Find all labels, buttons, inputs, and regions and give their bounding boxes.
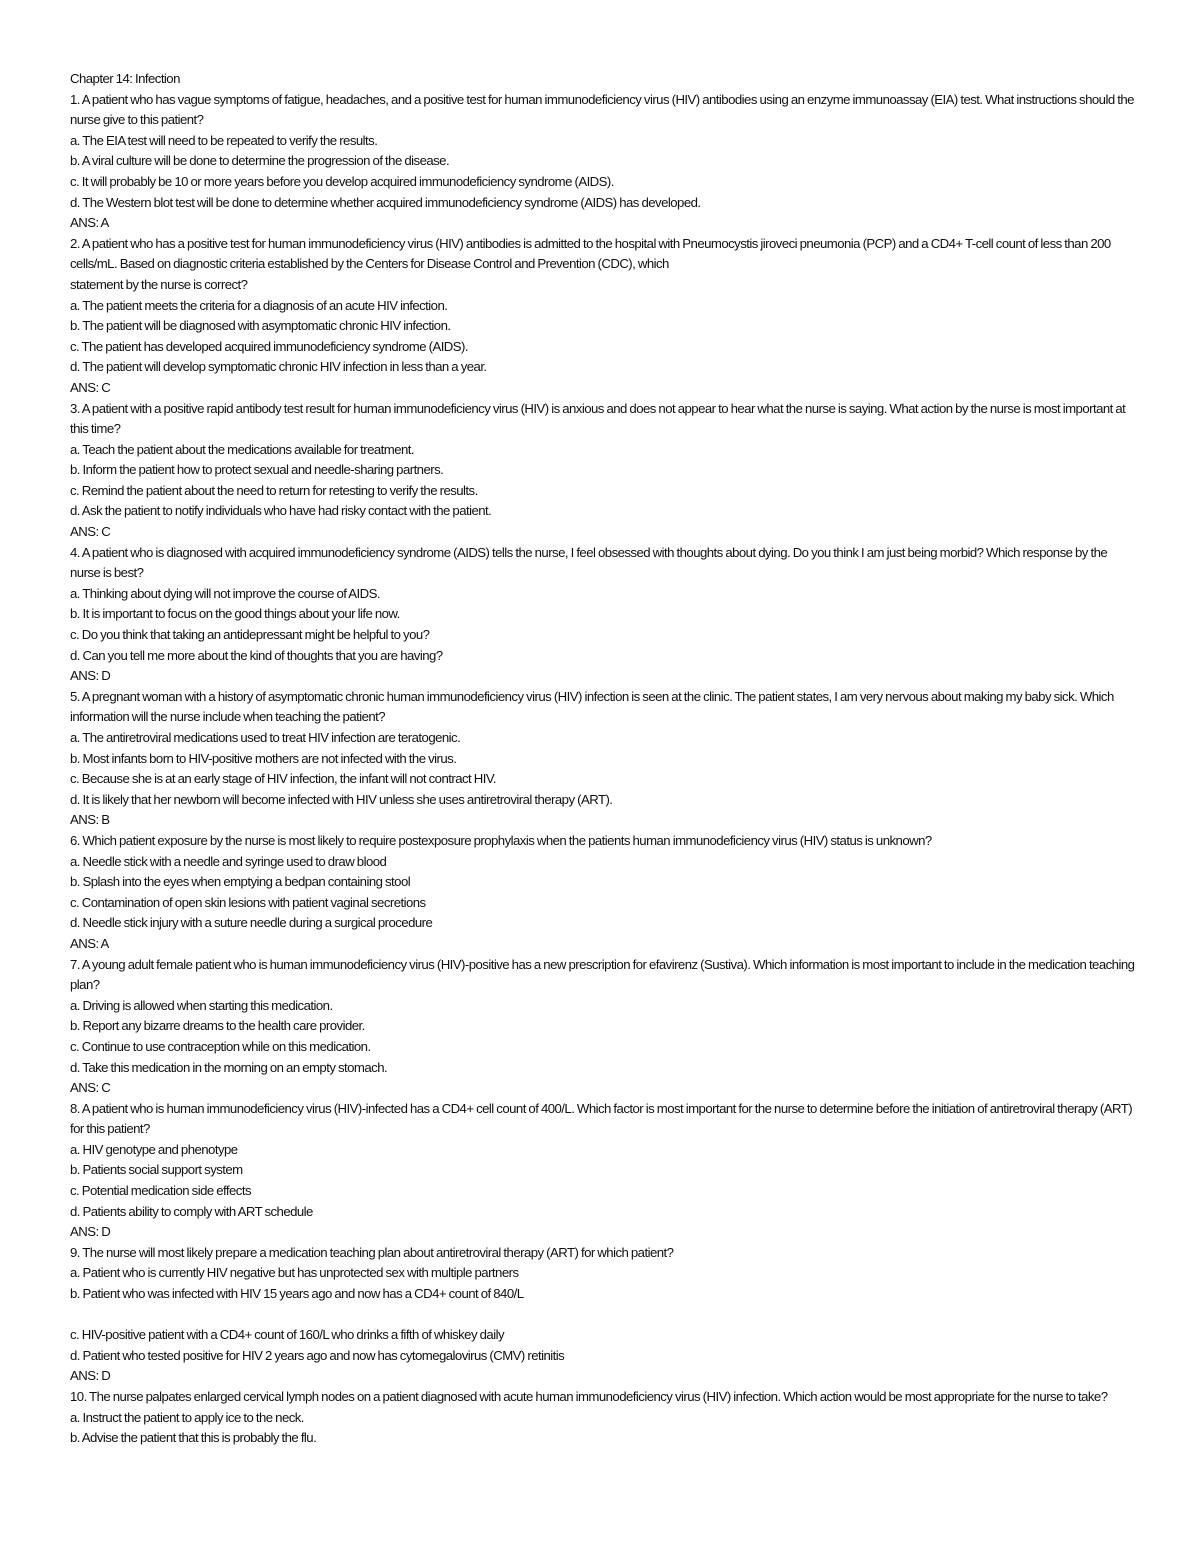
chapter-title: Chapter 14: Infection bbox=[70, 71, 180, 86]
answer-option: b. Most infants born to HIV-positive mothers are not infected with the virus. bbox=[70, 750, 457, 766]
question-stem-continued: statement by the nurse is correct? bbox=[70, 276, 248, 292]
question-stem: 8. A patient who is human immunodeficiency virus (HIV)-infected has a CD4+ cell count of 400/L. Which factor is most important for the nurse to determine before the initiation of antiretroviral therapy (ART) for this patient? bbox=[70, 1100, 1133, 1137]
question-stem: 5. A pregnant woman with a history of asymptomatic chronic human immunodeficiency virus (HIV) infection is seen at the clinic. The patient states, I am very nervous about making my baby sick. Which information will the nurse include when teaching the patient? bbox=[70, 688, 1114, 725]
answer-option: d. The patient will develop symptomatic chronic HIV infection in less than a year. bbox=[70, 359, 487, 375]
answer-option: c. Continue to use contraception while on this medication. bbox=[70, 1038, 371, 1054]
question-stem: 7. A young adult female patient who is human immunodeficiency virus (HIV)-positive has a new prescription for efavirenz (Sustiva). Which information is most important to include in the medication teaching plan? bbox=[70, 956, 1135, 993]
answer-option: b. A viral culture will be done to determine the progression of the disease. bbox=[70, 153, 450, 169]
answer-option: c. It will probably be 10 or more years before you develop acquired immunodeficiency syndrome (AIDS). bbox=[70, 173, 614, 189]
question-stem: 3. A patient with a positive rapid antibody test result for human immunodeficiency virus (HIV) is anxious and does not appear to hear what the nurse is saying. What action by the nurse is most important at this time? bbox=[70, 400, 1126, 437]
answer-option: c. HIV-positive patient with a CD4+ count of 160/L who drinks a fifth of whiskey daily bbox=[70, 1327, 504, 1343]
question-stem: 9. The nurse will most likely prepare a medication teaching plan about antiretroviral therapy (ART) for which patient? bbox=[70, 1244, 674, 1260]
answer-option: d. Patients ability to comply with ART schedule bbox=[70, 1203, 313, 1219]
answer-option: c. Because she is at an early stage of HIV infection, the infant will not contract HIV. bbox=[70, 771, 496, 787]
answer-option: d. Take this medication in the morning on an empty stomach. bbox=[70, 1059, 388, 1075]
answer-option: b. Inform the patient how to protect sexual and needle-sharing partners. bbox=[70, 462, 444, 478]
question-stem: 1. A patient who has vague symptoms of fatigue, headaches, and a positive test for human immunodeficiency virus (HIV) antibodies using an enzyme immunoassay (EIA) test. What instructions should the nurse give to this patient? bbox=[70, 91, 1134, 128]
answer-option: b. Patients social support system bbox=[70, 1162, 243, 1178]
answer-key: ANS: C bbox=[70, 524, 111, 540]
answer-option: a. The antiretroviral medications used to treat HIV infection are teratogenic. bbox=[70, 730, 461, 745]
answer-option: a. HIV genotype and phenotype bbox=[70, 1141, 238, 1157]
answer-key: ANS: D bbox=[70, 1224, 111, 1240]
question-stem: 10. The nurse palpates enlarged cervical lymph nodes on a patient diagnosed with acute human immunodeficiency virus (HIV) infection. Which action would be most appropriate for the nurse to take? bbox=[70, 1389, 1108, 1404]
answer-key: ANS: C bbox=[70, 1080, 111, 1096]
answer-option: d. Can you tell me more about the kind of thoughts that you are having? bbox=[70, 647, 443, 663]
answer-option: a. Driving is allowed when starting this medication. bbox=[70, 997, 333, 1013]
question-stem: 4. A patient who is diagnosed with acquired immunodeficiency syndrome (AIDS) tells the nurse, I feel obsessed with thoughts about dying. Do you think I am just being morbid? Which response by the nurse is best? bbox=[70, 544, 1108, 581]
answer-key: ANS: A bbox=[70, 215, 109, 231]
answer-option: c. Potential medication side effects bbox=[70, 1183, 252, 1199]
answer-key: ANS: A bbox=[70, 935, 109, 951]
question-stem: 6. Which patient exposure by the nurse is most likely to require postexposure prophylaxis when the patients human immunodeficiency virus (HIV) status is unknown? bbox=[70, 832, 932, 848]
answer-option: b. It is important to focus on the good things about your life now. bbox=[70, 606, 400, 622]
answer-option: a. Patient who is currently HIV negative but has unprotected sex with multiple partners bbox=[70, 1265, 519, 1281]
answer-option: c. Do you think that taking an antidepressant might be helpful to you? bbox=[70, 627, 430, 643]
answer-option: a. Instruct the patient to apply ice to the neck. bbox=[70, 1409, 304, 1425]
answer-option: d. It is likely that her newborn will become infected with HIV unless she uses antiretroviral therapy (ART). bbox=[70, 791, 613, 807]
answer-option: b. Report any bizarre dreams to the health care provider. bbox=[70, 1018, 365, 1034]
answer-key: ANS: D bbox=[70, 668, 111, 684]
answer-option: c. Contamination of open skin lesions with patient vaginal secretions bbox=[70, 894, 426, 910]
answer-key: ANS: B bbox=[70, 812, 110, 828]
answer-option: d. Ask the patient to notify individuals who have had risky contact with the patient. bbox=[70, 503, 492, 519]
answer-option: b. Advise the patient that this is probably the flu. bbox=[70, 1430, 317, 1446]
blank-line bbox=[70, 1305, 1135, 1326]
answer-option: a. The EIA test will need to be repeated to verify the results. bbox=[70, 132, 378, 148]
answer-option: b. Splash into the eyes when emptying a bedpan containing stool bbox=[70, 874, 411, 890]
answer-option: a. Thinking about dying will not improve the course of AIDS. bbox=[70, 585, 380, 601]
document-page bbox=[70, 69, 1135, 1449]
answer-option: d. The Western blot test will be done to determine whether acquired immunodeficiency syndrome (AIDS) has developed. bbox=[70, 194, 701, 210]
answer-option: a. Needle stick with a needle and syringe used to draw blood bbox=[70, 853, 387, 869]
answer-option: c. The patient has developed acquired immunodeficiency syndrome (AIDS). bbox=[70, 338, 468, 354]
answer-option: d. Patient who tested positive for HIV 2 years ago and now has cytomegalovirus (CMV) retinitis bbox=[70, 1347, 565, 1363]
answer-option: a. Teach the patient about the medications available for treatment. bbox=[70, 441, 415, 457]
question-stem: 2. A patient who has a positive test for human immunodeficiency virus (HIV) antibodies is admitted to the hospital with Pneumocystis jiroveci pneumonia (PCP) and a CD4+ T-cell count of less than 200 cells/mL. Based on diagnostic criteria established by the Centers for Disease Control and Prevention (CDC), which bbox=[70, 235, 1111, 272]
answer-option: a. The patient meets the criteria for a diagnosis of an acute HIV infection. bbox=[70, 297, 448, 313]
answer-option: b. Patient who was infected with HIV 15 years ago and now has a CD4+ count of 840/L bbox=[70, 1286, 524, 1302]
answer-option: c. Remind the patient about the need to return for retesting to verify the results. bbox=[70, 482, 478, 498]
answer-key: ANS: C bbox=[70, 379, 111, 395]
answer-option: d. Needle stick injury with a suture needle during a surgical procedure bbox=[70, 915, 433, 931]
answer-option: b. The patient will be diagnosed with asymptomatic chronic HIV infection. bbox=[70, 318, 451, 334]
answer-key: ANS: D bbox=[70, 1368, 111, 1384]
